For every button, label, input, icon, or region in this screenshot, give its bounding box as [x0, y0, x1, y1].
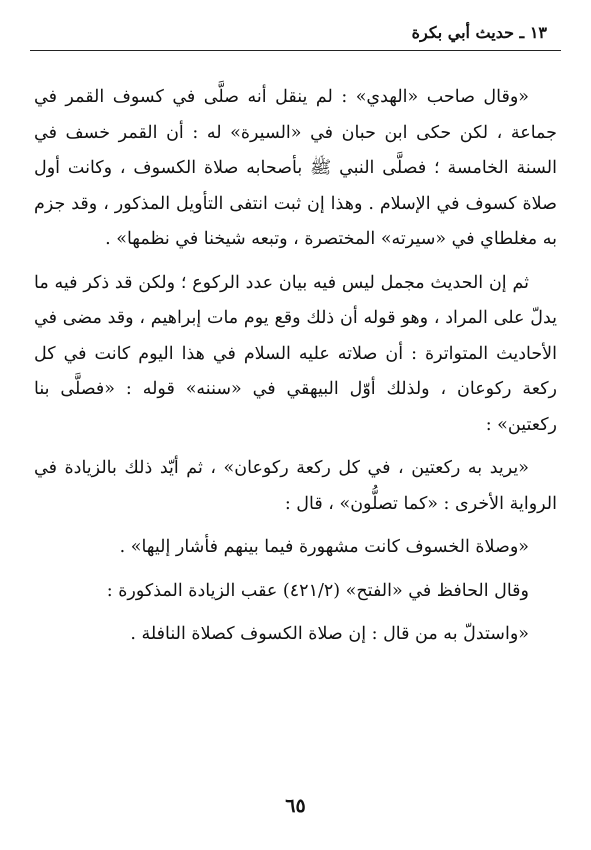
paragraph: وقال الحافظ في «الفتح» (٤٢١/٢) عقب الزيادة المذكورة :: [106, 580, 529, 601]
running-header: [44, 20, 547, 46]
paragraph: ثم إن الحديث مجمل ليس فيه بيان عدد الركوع ؛ ولكن قد ذكر فيه ما يدلّ على المراد ، وهو قوله أن ذلك وقع يوم مات إبراهيم ، وقد مضى في الأحاديث المتواترة : أن صلاته عليه السلام في هذا اليوم كانت في كل ركعة ركوعان ، ولذلك أوّل البيهقي في «سننه» قوله : «فصلَّى بنا ركعتين» :: [34, 272, 557, 435]
paragraph: «وقال صاحب «الهدي» : لم ينقل أنه صلَّى في كسوف القمر في جماعة ، لكن حكى ابن حبان في «السيرة» له : أن القمر خسف في السنة الخامسة ؛ فصلَّى النبي ﷺ بأصحابه صلاة الكسوف ، وكانت أول صلاة كسوف في الإسلام . وهذا إن ثبت انتفى التأويل المذكور ، وقد جزم به مغلطاي في «سيرته» المختصرة ، وتبعه شيخنا في نظمها» .: [34, 87, 557, 249]
chapter-title: ١٣ ـ حديث أبي بكرة: [411, 23, 547, 42]
header-divider: [30, 50, 561, 51]
paragraph: «يريد به ركعتين ، في كل ركعة ركوعان» ، ثم أيّد ذلك بالزيادة في الرواية الأخرى : «كما تصلُّون» ، قال :: [34, 458, 557, 514]
paragraph: «واستدلّ به من قال : إن صلاة الكسوف كصلاة النافلة .: [130, 624, 529, 644]
paragraph: «وصلاة الخسوف كانت مشهورة فيما بينهم فأشار إليها» .: [119, 537, 529, 557]
page-number: ٦٥: [285, 795, 306, 817]
page-body: [34, 80, 557, 653]
